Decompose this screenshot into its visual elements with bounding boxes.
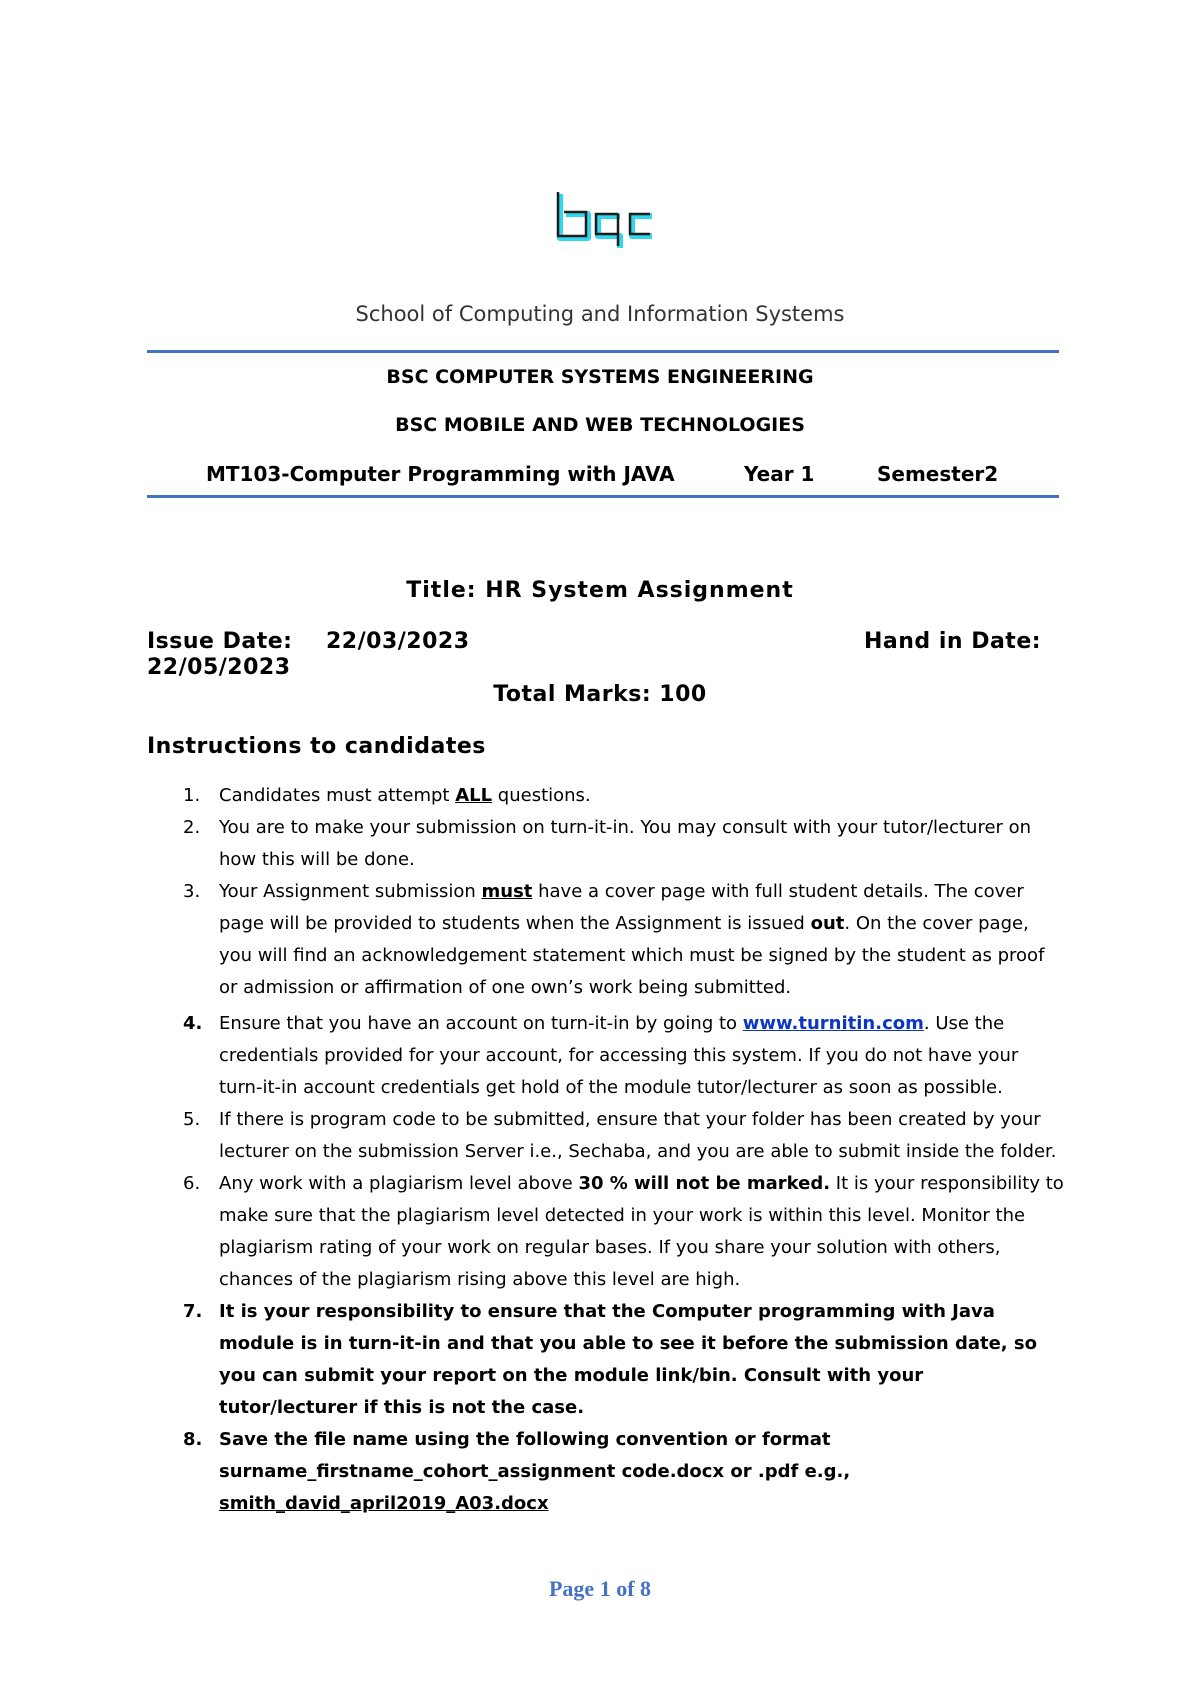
- bac-logo: [554, 190, 654, 250]
- instruction-item: [147, 1008, 1067, 1104]
- instruction-item: [147, 876, 1067, 1004]
- item-number: 5.: [183, 1109, 201, 1130]
- item-text: questions.: [492, 785, 591, 806]
- page-number: Page 1 of 8: [548, 1576, 652, 1601]
- item-text: Your Assignment submission: [219, 881, 482, 902]
- issue-date-value: 22/03/2023: [326, 629, 470, 654]
- hand-in-date-value: 22/05/2023: [147, 655, 291, 680]
- logo-letter-c: [630, 214, 652, 236]
- item-text: . On the cover page, you will find an acknowledgement statement which must be signed by the student as proof or admission or affirmation of one own’s work being submitted.: [219, 913, 1045, 998]
- item-number: 6.: [183, 1173, 201, 1194]
- module-year: Year 1: [744, 462, 815, 486]
- item-text: Ensure that you have an account on turn-it-in by going to: [219, 1013, 743, 1034]
- instruction-item: [147, 1104, 1067, 1168]
- item-text: If there is program code to be submitted, ensure that your folder has been created by your lecturer on the submission Server i.e., Sechaba, and you are able to submit inside the folder.: [219, 1109, 1057, 1162]
- item-text: Save the file name using the following convention or format surname_firstname_cohort_assignment code.docx or .pdf e.g.,: [219, 1429, 851, 1482]
- item-text: You are to make your submission on turn-it-in. You may consult with your tutor/lecturer on how this will be done.: [219, 817, 1032, 870]
- module-semester: Semester2: [877, 462, 999, 486]
- assignment-title: Title: HR System Assignment: [406, 578, 794, 603]
- degree-line-2: BSC MOBILE AND WEB TECHNOLOGIES: [395, 414, 805, 436]
- item-text: have a cover page with full student details. The cover page will be provided to students when the Assignment is issued: [219, 881, 1024, 934]
- header-bottom-rule: [147, 495, 1059, 498]
- item-emphasis: must: [481, 881, 533, 902]
- instructions-heading: Instructions to candidates: [147, 734, 486, 759]
- logo-letter-q: [596, 214, 620, 248]
- instruction-item: [147, 1424, 1067, 1520]
- instruction-item: [147, 1168, 1067, 1296]
- module-name: MT103-Computer Programming with JAVA: [206, 462, 675, 486]
- item-text: . Use the credentials provided for your account, for accessing this system. If you do not have your turn-it-in account credentials get hold of the module tutor/lecturer as soon as possible.: [219, 1013, 1019, 1098]
- item-emphasis: out: [810, 913, 845, 934]
- item-emphasis: ALL: [455, 785, 493, 806]
- issue-date-label: Issue Date:: [147, 629, 293, 654]
- item-number: 4.: [183, 1013, 203, 1034]
- item-emphasis: 30 % will not be marked.: [578, 1173, 831, 1194]
- hand-in-date-label: Hand in Date:: [864, 629, 1042, 654]
- item-text: Candidates must attempt: [219, 785, 456, 806]
- degree-line-1: BSC COMPUTER SYSTEMS ENGINEERING: [386, 366, 814, 388]
- instruction-item: [147, 780, 1067, 812]
- item-number: 7.: [183, 1301, 203, 1322]
- header-top-rule: [147, 350, 1059, 353]
- item-number: 8.: [183, 1429, 203, 1450]
- instructions-list: [147, 780, 1067, 1520]
- item-text: It is your responsibility to make sure that the plagiarism level detected in your work is within this level. Monitor the plagiarism rating of your work on regular bases. If you share your solution with others, chances of the plagiarism rising above this level are high.: [219, 1173, 1064, 1290]
- item-number: 2.: [183, 817, 201, 838]
- item-number: 1.: [183, 785, 201, 806]
- logo-letter-b: [558, 192, 588, 238]
- instruction-item: [147, 1296, 1067, 1424]
- item-text: It is your responsibility to ensure that the Computer programming with Java module is in turn-it-in and that you able to see it before the submission date, so you can submit your report on the module link/bin. Consult with your tutor/lecturer if this is not the case.: [219, 1301, 1037, 1418]
- total-marks: Total Marks: 100: [493, 682, 707, 707]
- school-name: School of Computing and Information Systems: [355, 302, 845, 326]
- instruction-item: [147, 812, 1067, 876]
- turnitin-link[interactable]: www.turnitin.com: [742, 1013, 924, 1034]
- item-number: 3.: [183, 881, 201, 902]
- filename-example: smith_david_april2019_A03.docx: [219, 1493, 549, 1514]
- item-text: Any work with a plagiarism level above: [219, 1173, 579, 1194]
